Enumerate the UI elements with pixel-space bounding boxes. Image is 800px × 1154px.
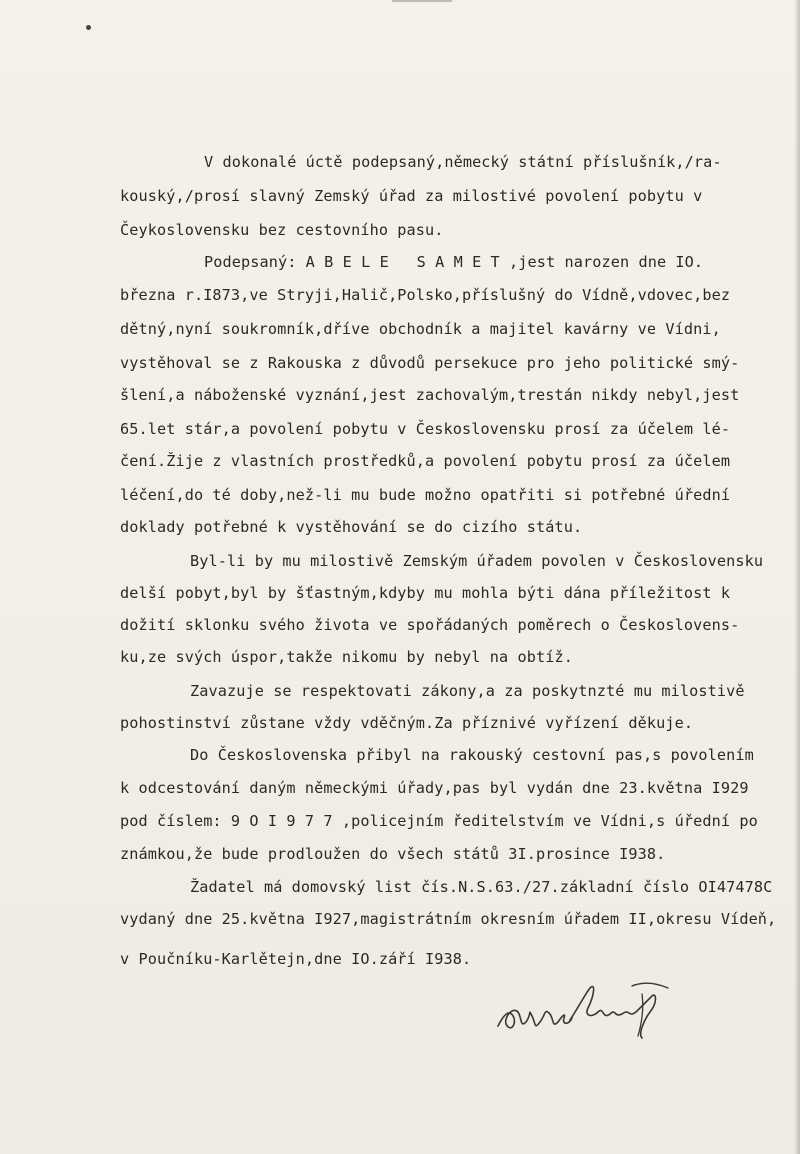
text-line-5: března r.I873,ve Stryji,Halič,Polsko,příslušný do Vídně,vdovec,bez xyxy=(120,286,731,304)
text-line-20: k odcestování daným německými úřady,pas byl vydán dne 23.května I929 xyxy=(120,779,749,797)
text-line-10: čení.Žije z vlastních prostředků,a povolení pobytu prosí za účelem xyxy=(120,452,731,470)
ink-dot xyxy=(86,25,91,30)
text-line-19: Do Československa přibyl na rakouský cestovní pas,s povolením xyxy=(190,746,754,764)
text-line-8: šlení,a náboženské vyznání,jest zachovalým,trestán nikdy nebyl,jest xyxy=(120,386,740,404)
text-line-22: známkou,že bude prodloužen do všech států 3I.prosince I938. xyxy=(120,845,666,863)
text-line-4: Podepsaný: A B E L E S A M E T ,jest narozen dne IO. xyxy=(204,253,704,271)
text-line-24: vydaný dne 25.května I927,magistrátním okresním úřadem II,okresu Vídeň, xyxy=(120,910,777,928)
text-line-16: ku,ze svých úspor,takže nikomu by nebyl na obtíž. xyxy=(120,648,573,666)
text-line-15: dožití sklonku svého života ve spořádaných poměrech o Českoslovens- xyxy=(120,616,740,634)
text-line-18: pohostinství zůstane vždy vděčným.Za příznivé vyřízení děkuje. xyxy=(120,714,694,732)
page-shadow-edge xyxy=(794,0,800,1154)
text-line-2: kouský,/prosí slavný Zemský úřad za milostivé povolení pobytu v xyxy=(120,187,703,205)
text-line-9: 65.let stár,a povolení pobytu v Československu prosí za účelem lé- xyxy=(120,420,731,438)
text-line-21: pod číslem: 9 O I 9 7 7 ,policejním ředitelstvím ve Vídni,s úřední po xyxy=(120,812,758,830)
text-line-11: léčení,do té doby,než-li mu bude možno opatřiti si potřebné úřední xyxy=(120,486,731,504)
text-line-14: delší pobyt,byl by šťastným,kdyby mu mohla býti dána příležitost k xyxy=(120,584,731,602)
signature xyxy=(492,978,682,1048)
place-date-line: v Poučníku-Karlětejn,dne IO.září I938. xyxy=(120,950,472,968)
text-line-7: vystěhoval se z Rakouska z důvodů persekuce pro jeho politické smý- xyxy=(120,354,740,372)
text-line-17: Zavazuje se respektovati zákony,a za poskytnzté mu milostivě xyxy=(190,682,745,700)
page-edge-mark xyxy=(392,0,452,8)
text-line-3: Čeykoslovensku bez cestovního pasu. xyxy=(120,221,444,239)
text-line-23: Žadatel má domovský list čís.N.S.63./27.základní číslo OI47478C xyxy=(190,878,773,896)
text-line-6: dětný,nyní soukromník,dříve obchodník a majitel kavárny ve Vídni, xyxy=(120,320,721,338)
text-line-1: V dokonalé úctě podepsaný,německý státní příslušník,/ra- xyxy=(204,153,722,171)
text-line-13: Byl-li by mu milostivě Zemským úřadem povolen v Československu xyxy=(190,552,764,570)
text-line-12: doklady potřebné k vystěhování se do cizího státu. xyxy=(120,518,583,536)
